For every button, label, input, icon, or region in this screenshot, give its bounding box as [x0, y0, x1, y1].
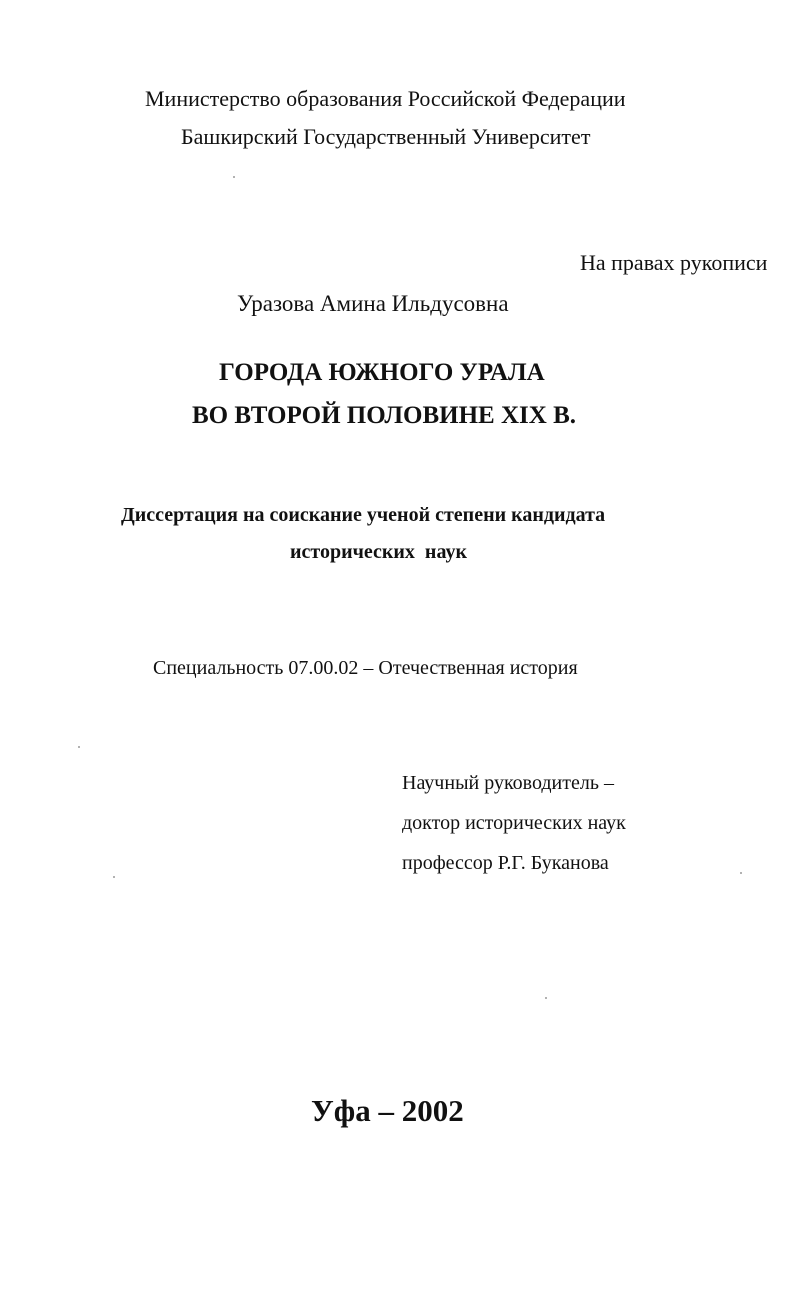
manuscript-note: На правах рукописи	[580, 250, 768, 275]
supervisor-name: профессор Р.Г. Буканова	[402, 852, 609, 874]
university-name: Башкирский Государственный Университет	[181, 124, 591, 149]
supervisor-degree: доктор исторических наук	[402, 812, 626, 834]
scan-speck	[233, 176, 235, 178]
place-and-year: Уфа – 2002	[311, 1093, 464, 1128]
specialty: Специальность 07.00.02 – Отечественная история	[153, 657, 578, 679]
dissertation-type-line-2: исторических наук	[290, 541, 467, 563]
ministry-name: Министерство образования Российской Федерации	[145, 86, 626, 111]
scan-speck	[113, 876, 115, 878]
dissertation-type-line-1: Диссертация на соискание ученой степени кандидата	[121, 504, 606, 526]
scan-speck	[545, 997, 547, 999]
author-name: Уразова Амина Ильдусовна	[237, 291, 509, 316]
scan-speck	[740, 872, 742, 874]
scan-speck	[78, 746, 80, 748]
thesis-title-line-1: ГОРОДА ЮЖНОГО УРАЛА	[219, 359, 545, 386]
supervisor-label: Научный руководитель –	[402, 772, 614, 794]
thesis-title-line-2: ВО ВТОРОЙ ПОЛОВИНЕ XIX В.	[192, 402, 576, 429]
